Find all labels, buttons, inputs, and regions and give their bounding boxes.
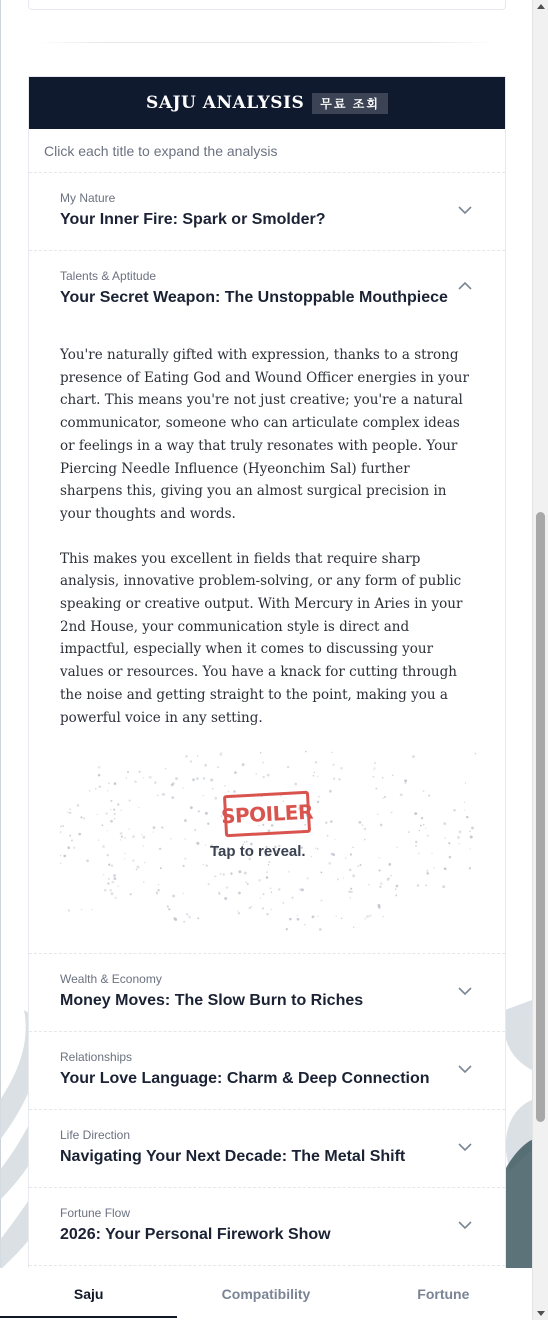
accordion-item-fortune-flow <box>29 1188 505 1266</box>
chevron-down-icon <box>457 1220 473 1230</box>
item-title: Your Love Language: Charm & Deep Connection <box>60 1070 430 1088</box>
accordion-header-relationships[interactable] <box>29 1032 505 1109</box>
chevron-down-icon <box>457 1064 473 1074</box>
chevron-down-icon <box>457 1142 473 1152</box>
item-category: Life Direction <box>60 1128 131 1143</box>
bottom-tab-bar <box>0 1268 532 1320</box>
scrollbar-thumb[interactable] <box>536 512 545 1122</box>
item-category: My Nature <box>60 191 116 205</box>
item-category: Relationships <box>60 1050 133 1065</box>
analysis-paragraph: This makes you excellent in fields that require sharp analysis, innovative problem-solving, or any form of public speaking or creative output. With Mercury in Aries in your 2nd House, your communication style is direct and impactful, especially when it comes to discussing your values or resources. You have a knack for cutting through the noise and getting straight to the point, making you a powerful voice in any setting. <box>60 550 463 726</box>
expand-hint: Click each title to expand the analysis <box>29 129 505 173</box>
section-title: SAJU ANALYSIS <box>146 93 305 113</box>
accordion-item-my-nature <box>29 173 505 251</box>
item-title: 2026: Your Personal Firework Show <box>60 1226 331 1244</box>
analysis-paragraph: You're naturally gifted with expression, thanks to a strong presence of Eating God and Wound Officer energies in your chart. This means you're not just creative; you're a natural communicator, someone who can articulate complex ideas or feelings in a way that truly resonates with people. Your Piercing Needle Influence (Hyeonchim Sal) further sharpens this, giving you an almost surgical precision in your thoughts and words. <box>60 347 469 522</box>
item-title: Navigating Your Next Decade: The Metal Shift <box>60 1148 406 1166</box>
item-title: Your Secret Weapon: The Unstoppable Mouthpiece <box>60 289 448 306</box>
chevron-up-icon <box>457 281 473 291</box>
section-divider <box>38 42 496 43</box>
scroll-up-arrow-icon[interactable] <box>537 4 545 9</box>
item-category: Fortune Flow <box>60 1206 131 1221</box>
saju-analysis-card <box>28 76 506 1268</box>
accordion-item-talents <box>29 251 505 954</box>
accordion-header-life-direction[interactable] <box>29 1110 505 1187</box>
tab-saju[interactable]: Saju <box>0 1268 177 1320</box>
accordion-header-fortune-flow[interactable] <box>29 1188 505 1265</box>
item-title: Money Moves: The Slow Burn to Riches <box>60 992 364 1010</box>
accordion-header-my-nature[interactable] <box>29 173 505 250</box>
accordion-item-life-direction <box>29 1110 505 1188</box>
tab-compatibility[interactable]: Compatibility <box>221 1286 311 1302</box>
spoiler-stamp: SPOILER <box>223 791 311 837</box>
vertical-scrollbar[interactable] <box>532 0 548 1320</box>
accordion-item-wealth <box>29 954 505 1032</box>
accordion-header-wealth[interactable] <box>29 954 505 1031</box>
previous-card <box>28 0 506 10</box>
free-badge: 무료 조회 <box>312 93 388 114</box>
accordion-body-talents <box>29 328 505 931</box>
accordion-item-relationships <box>29 1032 505 1110</box>
chevron-down-icon <box>457 986 473 996</box>
chevron-down-icon <box>457 205 473 215</box>
item-title: Your Inner Fire: Spark or Smolder? <box>60 211 326 228</box>
tap-to-reveal-label: Tap to reveal. <box>210 843 306 861</box>
scroll-down-arrow-icon[interactable] <box>537 1311 545 1316</box>
tab-fortune[interactable]: Fortune <box>417 1286 470 1302</box>
item-category: Wealth & Economy <box>60 972 162 987</box>
spoiler-overlay[interactable] <box>60 751 471 931</box>
spoiler-noise-pattern <box>60 751 476 931</box>
card-header <box>29 77 505 129</box>
item-category: Talents & Aptitude <box>60 269 157 283</box>
accordion-header-talents[interactable] <box>29 251 505 328</box>
